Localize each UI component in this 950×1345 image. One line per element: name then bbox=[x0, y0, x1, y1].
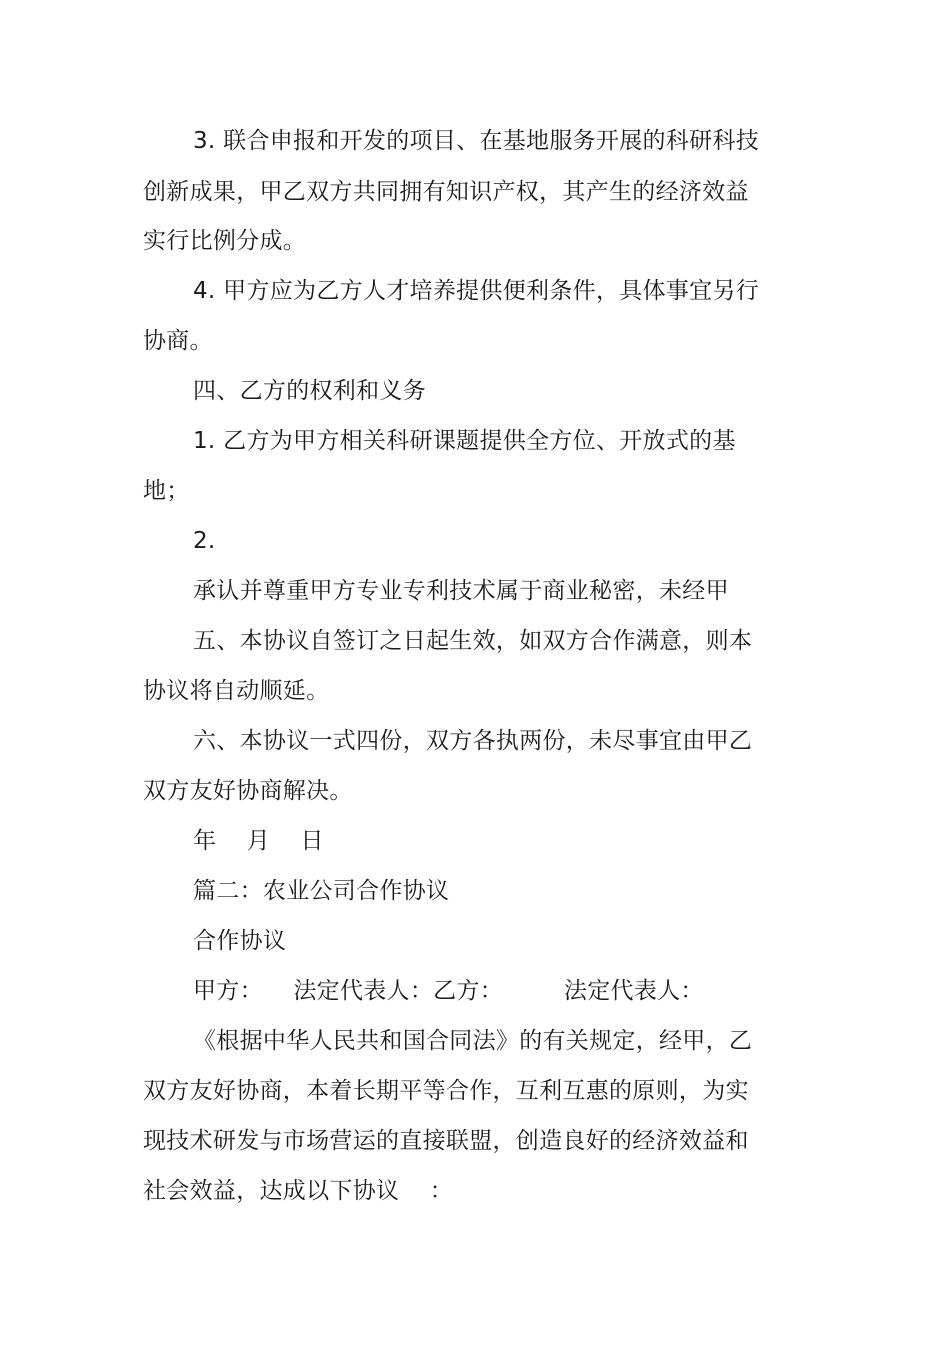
preamble-line-3: 现技术研发与市场营运的直接联盟，创造良好的经济效益和 bbox=[143, 1128, 749, 1154]
section-5-line-2: 协议将自动顺延。 bbox=[143, 678, 330, 704]
section-6-line-1: 六、本协议一式四份，双方各执两份，未尽事宜由甲乙 bbox=[193, 728, 753, 754]
chapter-2-title: 篇二：农业公司合作协议 bbox=[193, 878, 450, 904]
preamble-line-2: 双方友好协商，本着长期平等合作，互利互惠的原则，为实 bbox=[143, 1078, 749, 1104]
paragraph-3-line-3: 实行比例分成。 bbox=[143, 228, 307, 254]
paragraph-3-line-1: 3. 联合申报和开发的项目、在基地服务开展的科研科技 bbox=[193, 128, 760, 154]
item-2-text: 承认并尊重甲方专业专利技术属于商业秘密，未经甲 bbox=[193, 578, 729, 604]
preamble-line-4: 社会效益，达成以下协议 ： bbox=[143, 1178, 454, 1204]
paragraph-4-line-1: 4. 甲方应为乙方人才培养提供便利条件，具体事宜另行 bbox=[193, 278, 760, 304]
item-1-line-1: 1. 乙方为甲方相关科研课题提供全方位、开放式的基 bbox=[193, 428, 736, 454]
item-2-number: 2. bbox=[193, 528, 216, 554]
section-5-line-1: 五、本协议自签订之日起生效，如双方合作满意，则本 bbox=[193, 628, 753, 654]
item-1-line-2: 地； bbox=[143, 478, 190, 504]
section-heading-party-b-rights: 四、乙方的权利和义务 bbox=[193, 378, 426, 404]
paragraph-4-line-2: 协商。 bbox=[143, 328, 213, 354]
parties-line: 甲方： 法定代表人：乙方： 法定代表人： bbox=[193, 978, 704, 1004]
preamble-line-1: 《根据中华人民共和国合同法》的有关规定，经甲，乙 bbox=[193, 1028, 753, 1054]
paragraph-3-line-2: 创新成果，甲乙双方共同拥有知识产权，其产生的经济效益 bbox=[143, 179, 749, 205]
agreement-title: 合作协议 bbox=[193, 928, 287, 954]
date-line: 年 月 日 bbox=[193, 828, 324, 854]
section-6-line-2: 双方友好协商解决。 bbox=[143, 778, 353, 804]
